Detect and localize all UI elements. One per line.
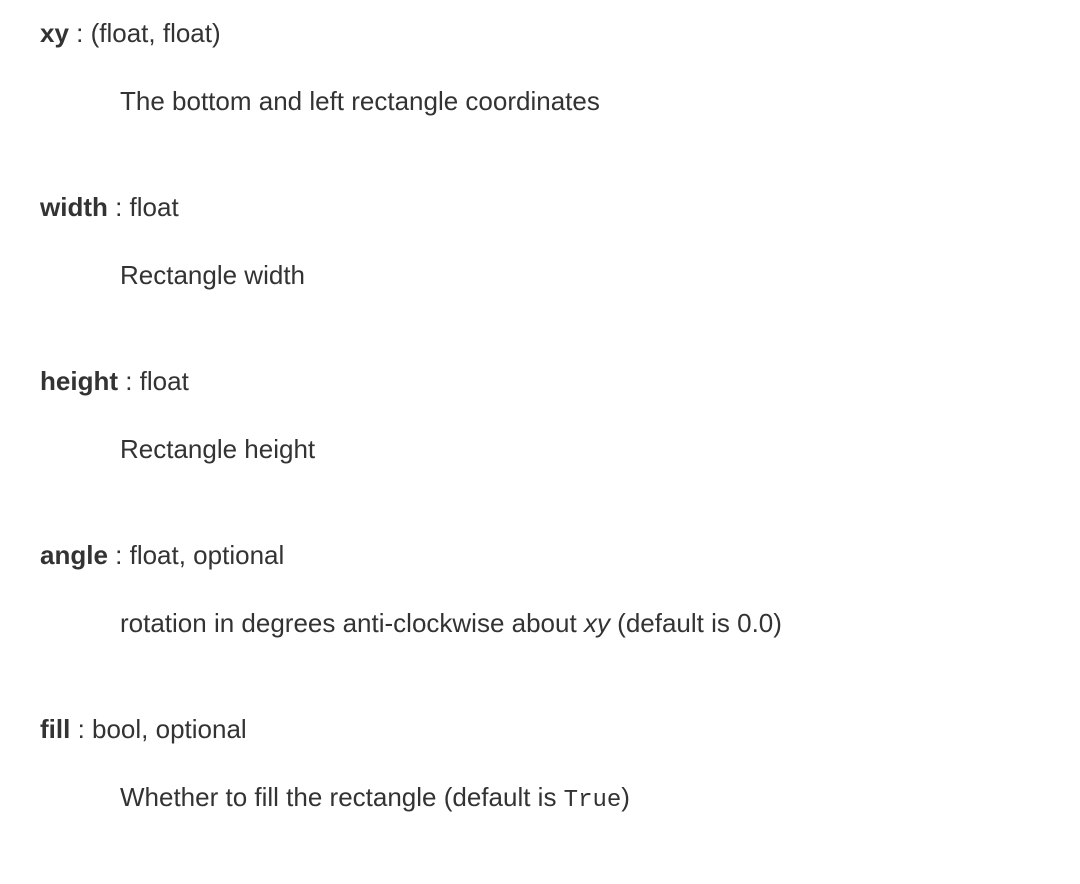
param-type: float, optional	[129, 540, 285, 570]
parameter-list	[40, 14, 1040, 884]
param-type: bool, optional	[92, 714, 247, 744]
description-text: rotation in degrees anti-clockwise about	[120, 608, 584, 638]
param-separator: :	[107, 192, 130, 222]
param-separator: :	[70, 714, 93, 744]
param-height	[40, 362, 1040, 536]
param-type: float	[139, 366, 189, 396]
param-term	[40, 710, 247, 748]
param-term	[40, 188, 179, 226]
param-description: The bottom and left rectangle coordinates	[120, 86, 600, 116]
param-separator: :	[118, 366, 140, 396]
description-text: )	[621, 782, 630, 812]
param-angle	[40, 536, 1040, 710]
description-text: (default is 0.0)	[609, 608, 782, 638]
param-name: height	[40, 366, 118, 396]
param-term	[40, 536, 284, 574]
param-type: float	[129, 192, 179, 222]
param-separator: :	[107, 540, 130, 570]
param-type: (float, float)	[90, 18, 221, 48]
param-description: Rectangle height	[120, 434, 316, 464]
param-name: width	[40, 192, 108, 222]
param-separator: :	[68, 18, 91, 48]
param-name: fill	[40, 714, 71, 744]
param-xy	[40, 14, 1040, 188]
param-name: angle	[40, 540, 108, 570]
param-description: Rectangle width	[120, 260, 305, 290]
param-term	[40, 362, 189, 400]
description-text: Whether to fill the rectangle (default is	[120, 782, 564, 812]
param-description	[120, 604, 782, 642]
param-term	[40, 14, 221, 52]
param-fill	[40, 710, 1040, 884]
param-description	[120, 778, 630, 820]
param-name: xy	[40, 18, 69, 48]
description-emphasis: xy	[583, 608, 610, 638]
param-width	[40, 188, 1040, 362]
description-code: True	[563, 787, 622, 814]
